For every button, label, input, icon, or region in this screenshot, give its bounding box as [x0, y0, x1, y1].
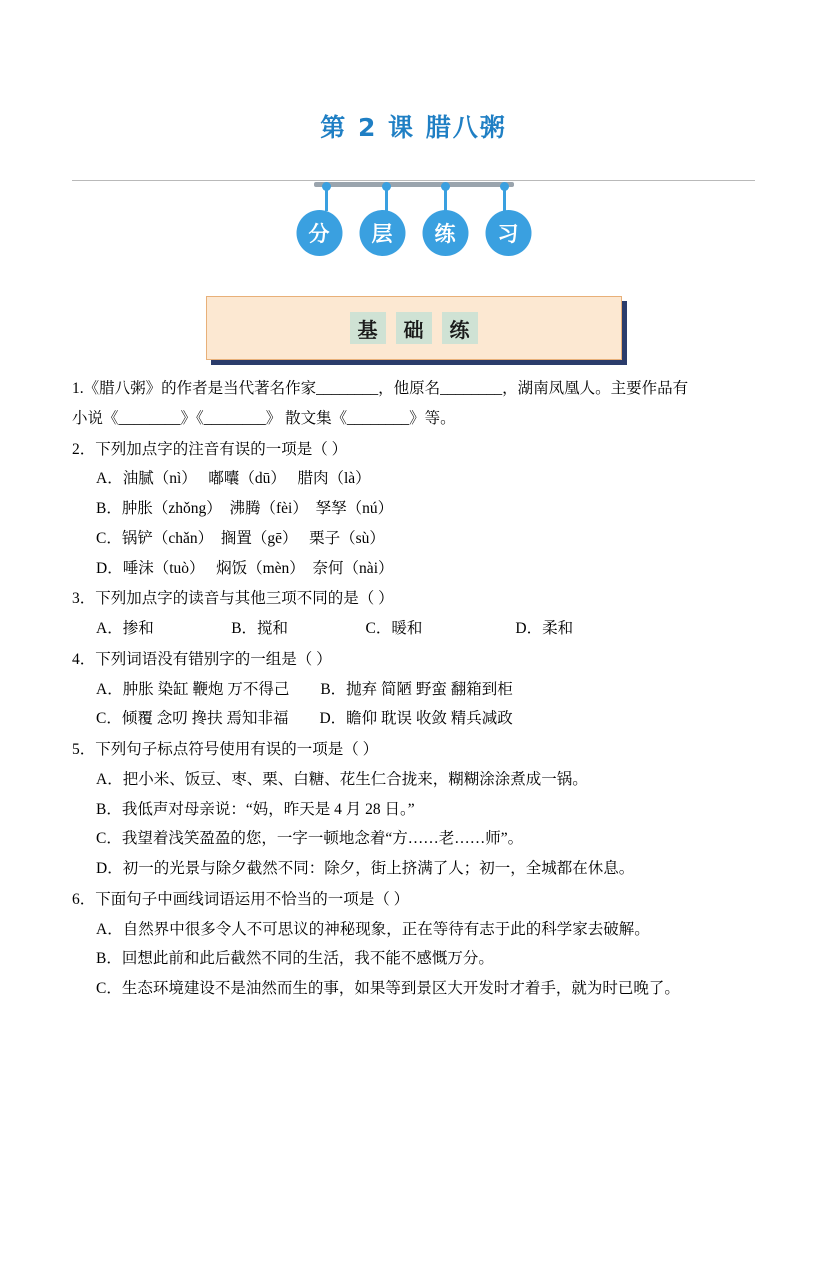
badge-circle-xi: 习 [485, 210, 531, 256]
question-text: 下列加点字的读音与其他三项不同的是（ ） [95, 590, 394, 608]
question-number: 4． [72, 650, 96, 668]
option-a: A．油腻（nì） 嘟囔（dū） 腊肉（là） [96, 470, 371, 488]
badge-circle-ceng: 层 [359, 210, 405, 256]
section-char-ji: 基 [350, 312, 386, 344]
question-line [72, 645, 755, 675]
question-text: 下列加点字的注音有误的一项是（ ） [95, 440, 348, 458]
badge-stem-dot [382, 182, 391, 191]
document-page [0, 108, 827, 1277]
question-line [72, 584, 755, 614]
section-heading-chars [350, 312, 478, 344]
question-number: 1. [72, 380, 84, 397]
option-list [72, 915, 755, 1004]
question-list [72, 374, 755, 1004]
question-item [72, 584, 755, 644]
option-list [72, 464, 755, 583]
layered-practice-badge [72, 182, 755, 274]
badge-circles [296, 210, 531, 256]
option-a: A．自然界中很多令人不可思议的神秘现象，正在等待有志于此的科学家去破解。 [96, 920, 650, 938]
section-char-chu: 础 [396, 312, 432, 344]
question-text: 《腊八粥》的作者是当代著名作家________，他原名________，湖南凤凰人。主要作品有 [83, 380, 689, 397]
badge-stem-dot [441, 182, 450, 191]
option-row: A．肿胀 染缸 鞭炮 万不得己 B．抛弃 简陋 野蛮 翻箱到柜 [96, 680, 513, 698]
question-line [72, 435, 755, 465]
question-line [72, 885, 755, 915]
question-text: 下列句子标点符号使用有误的一项是（ ） [95, 741, 379, 758]
option-c: C．锅铲（chǎn） 搁置（gē） 栗子（sù） [96, 529, 385, 547]
option-list [72, 675, 755, 735]
question-item [72, 735, 755, 884]
badge-circle-lian: 练 [422, 210, 468, 256]
question-line [72, 404, 755, 434]
option-c: C．我望着浅笑盈盈的您，一字一顿地念着“方……老……师”。 [96, 830, 524, 848]
badge-circle-fen: 分 [296, 210, 342, 256]
option-list [72, 765, 755, 884]
question-item [72, 435, 755, 584]
question-text-cont: 小说《________》《________》 散文集《________》等。 [72, 409, 456, 427]
option-b: B．肿胀（zhǒng） 沸腾（fèi） 孥孥（nú） [96, 500, 394, 517]
question-text: 下面句子中画线词语运用不恰当的一项是（ ） [95, 890, 410, 908]
option-a: A．把小米、饭豆、枣、栗、白糖、花生仁合拢来，糊糊涂涂煮成一锅。 [96, 770, 588, 788]
badge-stems [314, 185, 514, 213]
section-heading-basic-practice [206, 296, 622, 360]
question-line [72, 735, 755, 765]
badge-stem-dot [500, 182, 509, 191]
question-number: 5． [72, 741, 96, 758]
page-title: 第 2 课 腊八粥 [320, 113, 507, 142]
question-item [72, 645, 755, 734]
question-item [72, 885, 755, 1004]
question-number: 3． [72, 590, 96, 608]
section-char-lian: 练 [442, 312, 478, 344]
option-b: B．回想此前和此后截然不同的生活，我不能不感慨万分。 [96, 950, 494, 968]
header-divider [72, 180, 755, 181]
option-list [72, 614, 755, 644]
question-number: 6． [72, 890, 96, 908]
option-d: D．初一的光景与除夕截然不同：除夕，街上挤满了人；初一，全城都在休息。 [96, 860, 635, 877]
option-row: A．掺和 B．搅和 C．暖和 D．柔和 [96, 620, 574, 637]
option-b: B．我低声对母亲说：“妈，昨天是 4 月 28 日。” [96, 800, 415, 818]
question-line [72, 374, 755, 404]
question-number: 2． [72, 440, 96, 458]
badge-stem-dot [322, 182, 331, 191]
option-c: C．生态环境建设不是油然而生的事，如果等到景区大开发时才着手，就为时已晚了。 [96, 980, 680, 997]
question-item [72, 374, 755, 434]
option-row: C．倾覆 念叨 搀扶 焉知非福 D．瞻仰 耽误 收敛 精兵减政 [96, 710, 513, 728]
option-d: D．唾沫（tuò） 焖饭（mèn） 奈何（nài） [96, 559, 394, 577]
question-text: 下列词语没有错别字的一组是（ ） [95, 650, 332, 668]
